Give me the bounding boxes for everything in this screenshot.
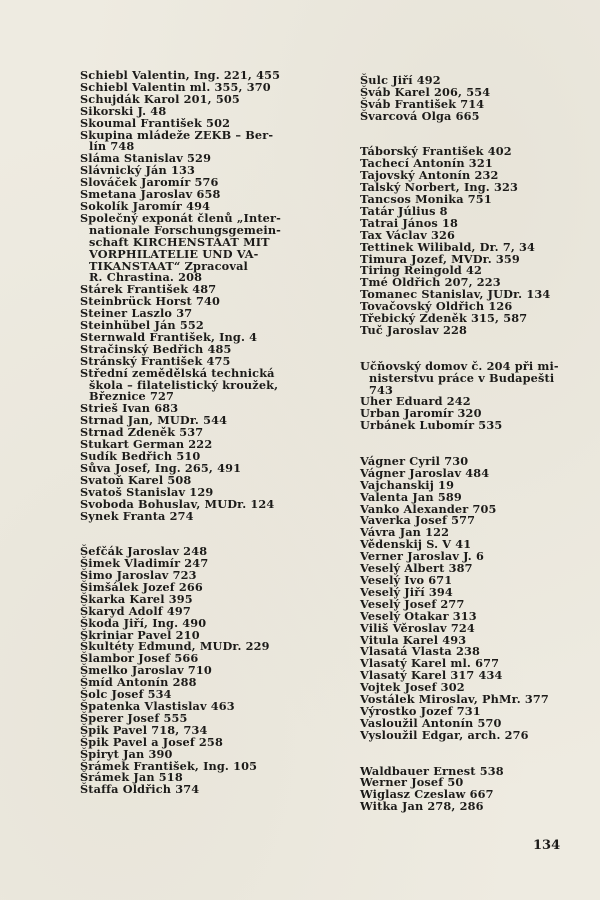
entry-text: Vojtek Josef 302: [360, 680, 465, 695]
entry-text: Waldbauer Ernest 538: [360, 763, 504, 778]
entry-text: Vitula Karel 493: [360, 632, 467, 647]
left-column: [80, 70, 350, 796]
index-entry: [80, 784, 350, 796]
entry-text: Šmelko Jaroslav 710: [80, 663, 212, 678]
entry-text: Synek Franta 274: [80, 508, 194, 523]
entry-text: Urbánek Lubomír 535: [360, 418, 503, 433]
entry-text: Vlasatý Karel ml. 677: [360, 656, 500, 671]
entry-text: Vaverka Josef 577: [360, 513, 476, 528]
entry-text: Sůva Josef, Ing. 265, 491: [80, 460, 242, 475]
entry-text: Vágner Cyril 730: [360, 453, 469, 468]
entry-text: Tomanec Stanislav, JUDr. 134: [360, 287, 551, 302]
index-entry: [80, 210, 350, 285]
index-group-s: [80, 70, 350, 522]
entry-text: Werner Josef 50: [360, 775, 464, 790]
entry-text: Špatenka Vlastislav 463: [80, 699, 235, 714]
entry-text: Třebický Zdeněk 315, 587: [360, 311, 528, 326]
entry-text: Slávnický Ján 133: [80, 163, 195, 178]
entry-text: Timura Jozef, MVDr. 359: [360, 251, 520, 266]
entry-text: Škoda Jiří, Ing. 490: [80, 615, 207, 630]
index-entry: [80, 508, 350, 523]
entry-text: Švarcová Olga 665: [360, 108, 480, 123]
entry-text: Schiebl Valentin, Ing. 221, 455: [80, 68, 281, 82]
entry-text: Wiglasz Czeslaw 667: [360, 787, 494, 802]
group-spacer: [360, 432, 595, 456]
entry-text: Tmé Oldřich 207, 223: [360, 275, 501, 290]
entry-continuation: R. Chrastina. 208: [89, 270, 203, 285]
entry-text: Valenta Jan 589: [360, 489, 462, 504]
entry-continuation: nationale Forschungsgemein-: [89, 222, 282, 237]
entry-text: Vlasatá Vlasta 238: [360, 644, 481, 659]
entry-continuation: škola – filatelistický kroužek,: [89, 377, 279, 392]
index-group-v: [360, 453, 595, 742]
index-entry: [360, 420, 595, 432]
entry-text: Veselý Josef 277: [360, 596, 465, 611]
index-group-w: [360, 763, 595, 814]
entry-text: Štaffa Oldřich 374: [80, 782, 200, 797]
index-group-u: [360, 358, 595, 433]
entry-text: Tatár Július 8: [360, 203, 448, 218]
entry-text: Uher Eduard 242: [360, 394, 471, 409]
entry-text: Šmíd Antonín 288: [80, 675, 197, 690]
entry-continuation: lín 748: [89, 139, 135, 154]
entry-text: Sternwald František, Ing. 4: [80, 329, 258, 344]
entry-text: Viliš Věroslav 724: [360, 620, 475, 635]
index-group-sh: [80, 546, 350, 796]
group-spacer: [80, 522, 350, 546]
entry-text: Stukart German 222: [80, 437, 213, 452]
entry-text: Strieš Ivan 683: [80, 401, 179, 416]
entry-text: Šváb Karel 206, 554: [360, 84, 491, 99]
page-number: 134: [533, 838, 561, 853]
entry-text: Schujdák Karol 201, 505: [80, 91, 240, 106]
entry-text: Svatoš Stanislav 129: [80, 484, 214, 499]
entry-continuation: TIKANSTAAT“ Zpracoval: [89, 258, 248, 273]
right-column: [360, 75, 595, 813]
entry-text: Tax Václav 326: [360, 227, 456, 242]
entry-text: Veselý Ivo 671: [360, 573, 453, 588]
index-entry: [360, 727, 595, 742]
entry-text: Vágner Jaroslav 484: [360, 465, 490, 480]
entry-text: Svoboda Bohuslav, MUDr. 124: [80, 496, 275, 511]
group-spacer: [360, 742, 595, 766]
index-entry: [360, 358, 595, 397]
entry-text: Škriniar Pavel 210: [80, 627, 200, 642]
entry-text: Špik Pavel a Josef 258: [80, 734, 223, 749]
entry-text: Šváb František 714: [360, 96, 485, 111]
entry-text: Strnad Zdeněk 537: [80, 425, 204, 440]
entry-text: Skupina mládeže ZEKB – Ber-: [80, 127, 274, 142]
entry-continuation: 743: [369, 382, 394, 397]
entry-continuation: VORPHILATELIE UND VA-: [89, 246, 259, 261]
entry-text: Steinhübel Ján 552: [80, 318, 204, 333]
entry-text: Verner Jaroslav J. 6: [360, 549, 484, 564]
entry-text: Witka Jan 278, 286: [360, 799, 484, 814]
entry-text: Stračinský Bedřich 485: [80, 341, 232, 356]
entry-text: Svatoň Karel 508: [80, 472, 192, 487]
entry-text: Tatrai János 18: [360, 215, 459, 230]
entry-text: Tancsos Monika 751: [360, 192, 492, 207]
entry-text: Tettinek Wilibald, Dr. 7, 34: [360, 239, 536, 254]
entry-text: Společný exponát členů „Inter-: [80, 210, 281, 225]
entry-continuation: Březnice 727: [89, 389, 174, 404]
entry-text: Smetana Jaroslav 658: [80, 187, 221, 202]
entry-text: Táborský František 402: [360, 144, 512, 159]
entry-text: Skoumal František 502: [80, 115, 231, 130]
entry-text: Šolc Josef 534: [80, 687, 172, 702]
entry-text: Veselý Albert 387: [360, 561, 473, 576]
index-group-t: [360, 146, 595, 337]
entry-text: Tovačovský Oldřich 126: [360, 299, 513, 314]
entry-text: Urban Jaromír 320: [360, 406, 482, 421]
entry-text: Veselý Otakar 313: [360, 608, 477, 623]
entry-text: Vanko Alexander 705: [360, 501, 497, 516]
entry-text: Sláma Stanislav 529: [80, 151, 212, 166]
index-entry: [80, 365, 350, 404]
entry-text: Tajovský Antonín 232: [360, 168, 499, 183]
entry-text: Vasloužil Antonín 570: [360, 715, 502, 730]
index-entry: [360, 801, 595, 813]
entry-text: Stránský František 475: [80, 353, 231, 368]
entry-text: Vědenskij S. V 41: [360, 537, 472, 552]
entry-text: Šrámek František, Ing. 105: [80, 758, 258, 773]
entry-text: Sudík Bedřich 510: [80, 449, 201, 463]
entry-text: Škaryd Adolf 497: [80, 603, 191, 618]
index-entry: [360, 325, 595, 337]
group-spacer: [360, 123, 595, 147]
entry-text: Výrostko Jozef 731: [360, 703, 481, 718]
entry-text: Šimo Jaroslav 723: [80, 568, 197, 583]
entry-continuation: schaft KIRCHENSTAAT MIT: [89, 234, 270, 249]
entry-text: Steinbrück Horst 740: [80, 294, 221, 309]
entry-text: Škultéty Edmund, MUDr. 229: [80, 639, 270, 654]
entry-text: Sokolík Jaromír 494: [80, 198, 211, 213]
entry-text: Šimšálek Jozef 266: [80, 579, 203, 594]
entry-text: Vlasatý Karel 317 434: [360, 668, 503, 683]
entry-text: Špiryt Jan 390: [80, 746, 173, 761]
index-group-sh-cont: [360, 75, 595, 123]
entry-text: Schiebl Valentin ml. 355, 370: [80, 79, 271, 94]
entry-text: Vajchanskij 19: [360, 477, 455, 492]
entry-text: Vysloužil Edgar, arch. 276: [360, 727, 529, 742]
entry-text: Tachecí Antonín 321: [360, 156, 493, 171]
entry-text: Šlambor Josef 566: [80, 651, 199, 666]
entry-text: Učňovský domov č. 204 při mi-: [360, 358, 559, 373]
entry-text: Škarka Karel 395: [80, 591, 193, 606]
entry-text: Veselý Jiří 394: [360, 584, 453, 599]
entry-text: Stárek František 487: [80, 282, 217, 297]
entry-text: Šrámek Jan 518: [80, 770, 183, 785]
entry-text: Šefčák Jaroslav 248: [80, 544, 208, 559]
entry-text: Talský Norbert, Ing. 323: [360, 180, 518, 195]
entry-text: Šperer Josef 555: [80, 710, 188, 725]
entry-text: Vávra Jan 122: [360, 525, 450, 540]
index-entry: [360, 108, 595, 123]
entry-text: Špik Pavel 718, 734: [80, 722, 208, 737]
entry-text: Tuč Jaroslav 228: [360, 323, 467, 338]
entry-text: Šimek Vladimír 247: [80, 556, 209, 571]
entry-text: Šulc Jiří 492: [360, 73, 441, 87]
entry-continuation: nisterstvu práce v Budapešti: [369, 370, 555, 385]
group-spacer: [360, 337, 595, 361]
entry-text: Steiner Laszlo 37: [80, 306, 193, 321]
entry-text: Slováček Jaromír 576: [80, 175, 219, 190]
entry-text: Střední zemědělská technická: [80, 365, 275, 380]
entry-text: Vostálek Miroslav, PhMr. 377: [360, 692, 549, 707]
entry-text: Strnad Jan, MUDr. 544: [80, 413, 228, 428]
index-entry: [80, 127, 350, 154]
entry-text: Sikorski J. 48: [80, 103, 167, 118]
entry-text: Tiring Reingold 42: [360, 263, 483, 278]
